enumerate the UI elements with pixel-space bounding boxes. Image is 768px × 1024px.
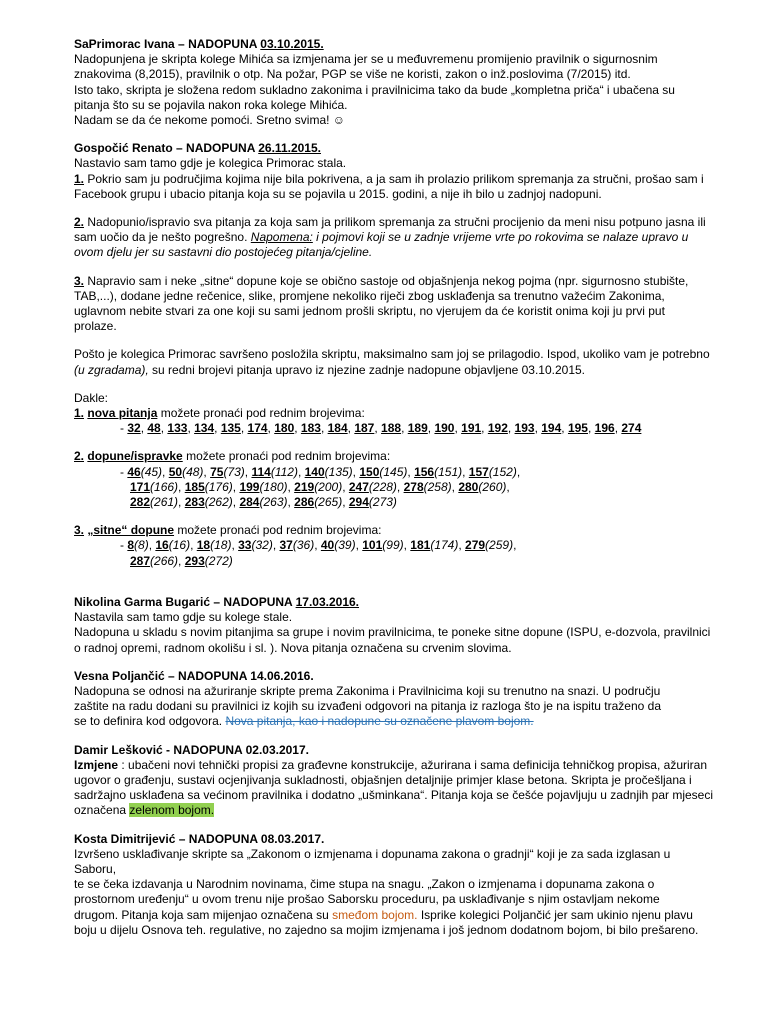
- number-list: [74, 421, 714, 436]
- question-number: 184: [327, 421, 348, 436]
- number-list: [74, 538, 714, 553]
- old-number: (180): [259, 479, 288, 494]
- text-line: Nadopuna se odnosi na ažuriranje skripte prema Zakonima i Pravilnicima koji su trenutno na snazi. U području: [74, 683, 661, 698]
- update-date: 17.03.2016.: [295, 594, 360, 609]
- number-group: 46(45), 50(48), 75(73), 114(112), 140(135), 150(145), 156(151), 157(152),: [127, 464, 521, 479]
- text-span: se to definira kod odgovora.: [74, 714, 226, 729]
- dash: -: [120, 421, 128, 436]
- section-primorac: [74, 37, 714, 128]
- number-group: 171(166), 185(176), 199(180), 219(200), 247(228), 278(258), 280(260),: [130, 479, 510, 494]
- question-number: 274: [621, 421, 642, 436]
- question-number: 156: [414, 464, 435, 479]
- text-span: Nadopunio/ispravio sva pitanja za koja sam ja prilikom spremanja za stručni procijenio da meni nisu potpuno jasna ili: [84, 215, 706, 230]
- author-name: Nikolina Garma Bugarić – NADOPUNA: [74, 594, 296, 609]
- text-line: boju u dijelu Osnova teh. regulative, no zajedno sa mojim izmjenama i još jednom dodatnom bojom, bi bilo prešareno.: [74, 922, 699, 937]
- question-number: 282: [130, 495, 151, 510]
- question-number: 171: [130, 479, 151, 494]
- text-line: zaštite na radu dodani su pravilnici iz kojih su izvađeni odgovori na pitanja iz razloga što je na ispitu traženo da: [74, 699, 662, 714]
- text-line: [74, 363, 714, 378]
- section-heading: Kosta Dimitrijević – NADOPUNA 08.03.2017.: [74, 831, 325, 846]
- old-number: (112): [270, 464, 298, 479]
- text-line: Nadopuna u skladu s novim pitanjima sa grupe i novim pravilnicima, te poneke sitne dopune (ISPU, e-dozvola, pravilnici: [74, 625, 711, 640]
- update-date: 26.11.2015.: [258, 141, 321, 156]
- question-number: 48: [147, 421, 161, 436]
- question-number: 150: [359, 464, 380, 479]
- text-span: Isprike kolegici Poljančić jer sam ukinio njenu plavu: [417, 907, 693, 922]
- text-line: [74, 274, 714, 289]
- list-heading: [74, 406, 714, 421]
- section-gospocic: [74, 141, 714, 569]
- question-number: 283: [184, 495, 205, 510]
- question-number: 185: [184, 479, 205, 494]
- question-number: 46: [127, 464, 141, 479]
- changes-label: Izmjene: [74, 757, 119, 772]
- brown-note: smeđom bojom.: [332, 907, 418, 922]
- text-line: znakovima (8,2015), pravilnik o otp. Na požar, PGP se više ne koristi, zakon o inž.poslovima (7/2015) itd.: [74, 67, 631, 82]
- question-number: 279: [465, 538, 486, 553]
- question-number: 284: [239, 495, 260, 510]
- list-heading: [74, 523, 714, 538]
- old-number: (174): [430, 538, 459, 553]
- text-span: Pokrio sam ju područjima kojima nije bila pokrivena, a ja sam ih prolazio prilikom spremanja za stručni, prošao sam i: [84, 171, 704, 186]
- question-number: 114: [251, 464, 271, 479]
- list-title: nova pitanja: [87, 406, 158, 421]
- text-span: su redni brojevi pitanja upravo iz njezine zadnje nadopune objavljene 03.10.2015.: [148, 362, 586, 377]
- point-number: 1.: [74, 406, 85, 421]
- dash: -: [120, 464, 128, 479]
- text-line: [74, 215, 714, 230]
- text-line: uglavnom nebite stvari za one koji su sami jednom prošli skriptu, no vjerujem da će koristit onima koji ju prvi put: [74, 304, 665, 319]
- point-number: 2.: [74, 449, 85, 464]
- old-number: (273): [368, 495, 397, 510]
- text-line: Facebook grupu i ubacio pitanja koja su se pojavila u 2015. godini, a nije ih bilo u zadnjoj nadopuni.: [74, 186, 602, 201]
- question-number: 190: [434, 421, 455, 436]
- question-number: 278: [403, 479, 424, 494]
- old-number: (176): [204, 479, 233, 494]
- update-date: 03.10.2015.: [260, 37, 324, 51]
- old-number: (166): [150, 479, 179, 494]
- number-group: 32, 48, 133, 134, 135, 174, 180, 183, 184, 187, 188, 189, 190, 191, 192, 193, 194, 195, 196, 274: [127, 421, 642, 436]
- number-group: 282(261), 283(262), 284(263), 286(265), 294(273): [130, 495, 397, 510]
- old-number: (32): [251, 538, 273, 553]
- question-number: 194: [541, 421, 562, 436]
- old-number: (259): [485, 538, 514, 553]
- old-number: (262): [204, 495, 233, 510]
- section-dimitrijevic: [74, 832, 714, 938]
- question-number: 193: [514, 421, 535, 436]
- point-number: 3.: [74, 523, 85, 538]
- question-number: 16: [155, 538, 169, 553]
- text-line: prolaze.: [74, 319, 117, 334]
- old-number: (145): [379, 464, 408, 479]
- question-number: 199: [239, 479, 260, 494]
- old-number: (265): [314, 495, 343, 510]
- text-line: Isto tako, skripta je složena redom sukladno zakonima i pravilnicima tako da bude „kompletna priča“ i ubačena su: [74, 82, 675, 97]
- section-garma-bugaric: [74, 595, 714, 656]
- list-title: dopune/ispravke: [87, 449, 183, 464]
- old-number: (260): [478, 479, 507, 494]
- green-highlight: zelenom bojom.: [129, 803, 215, 818]
- text-line: Pošto je kolegica Primorac savršeno posložila skriptu, maksimalno sam joj se prilagodio. Ispod, ukoliko vam je potrebno: [74, 347, 710, 362]
- list-title: „sitne“ dopune: [87, 523, 175, 538]
- old-number: (8): [134, 538, 149, 553]
- question-number: 188: [381, 421, 402, 436]
- text-line: [74, 758, 714, 773]
- question-number: 196: [594, 421, 615, 436]
- text-line: Izvršeno usklađivanje skripte sa „Zakonom o izmjenama i dopunama zakona o gradnji“ koji je za sada izglasan u Saboru,: [74, 846, 671, 876]
- question-number: 189: [407, 421, 428, 436]
- section-heading: Damir Lešković - NADOPUNA 02.03.2017.: [74, 742, 309, 757]
- number-group: 8(8), 16(16), 18(18), 33(32), 37(36), 40(39), 101(99), 181(174), 279(259),: [127, 538, 517, 553]
- author-name: SaPrimorac Ivana – NADOPUNA: [74, 37, 261, 51]
- question-number: 219: [294, 479, 315, 494]
- old-number: (135): [324, 464, 353, 479]
- question-number: 174: [247, 421, 268, 436]
- text-span: : ubačeni novi tehnički propisi za građevne konstrukcije, ažurirana i sama definicija tehničkog propisa, ažuriran: [118, 757, 707, 772]
- question-number: 157: [468, 464, 489, 479]
- old-number: (73): [223, 464, 245, 479]
- section-heading: [74, 595, 714, 610]
- question-number: 287: [130, 553, 151, 568]
- note-text: ovom djelu jer su sastavni dio postojećeg pitanja/cjeline.: [74, 245, 373, 260]
- old-number: (258): [423, 479, 452, 494]
- text-line: [74, 908, 714, 923]
- old-number: (228): [368, 479, 397, 494]
- old-number: (39): [334, 538, 356, 553]
- text-line: [74, 172, 714, 187]
- note-label: Napomena:: [250, 230, 313, 245]
- text-line: prostornom uređenju“ u ovom trenu nije prošao Saborsku proceduru, pa usklađivanje s njim ostavljam nekome: [74, 892, 660, 907]
- text-span: Napravio sam i neke „sitne“ dopune koje se obično sastoje od objašnjenja nekog pojma (npr. sigurnosno stubište,: [84, 273, 689, 288]
- question-number: 40: [320, 538, 335, 553]
- text-span: možete pronaći pod rednim brojevima:: [174, 523, 382, 538]
- text-line: [74, 714, 714, 729]
- text-line: [74, 803, 714, 818]
- question-number: 32: [127, 421, 141, 436]
- question-number: 18: [196, 538, 211, 553]
- question-number: 140: [304, 464, 325, 479]
- section-heading: Vesna Poljančić – NADOPUNA 14.06.2016.: [74, 668, 314, 683]
- text-line: Nadam se da će nekome pomoći. Sretno svima! ☺: [74, 113, 346, 128]
- question-number: 133: [167, 421, 188, 436]
- old-number: (99): [382, 538, 404, 553]
- text-line: te se čeka izdavanja u Narodnim novinama, čime stupa na snagu. „Zakon o izmjenama i dopunama zakona o: [74, 877, 655, 892]
- text-line: Dakle:: [74, 390, 109, 405]
- question-number: 8: [127, 538, 135, 553]
- point-number: 3.: [74, 273, 85, 288]
- document-page: [74, 37, 714, 951]
- question-number: 293: [184, 553, 205, 568]
- text-line: pitanja što su se pojavila nakon roka kolege Mihića.: [74, 97, 348, 112]
- number-list: [74, 480, 714, 495]
- author-name: Gospočić Renato – NADOPUNA: [74, 141, 259, 156]
- old-number: (36): [292, 538, 315, 553]
- text-line: sadržajno usklađena sa većinom pravilnika i dodatno „ušminkana“. Pitanja koja se češće pojavljuju u zadnjih par mjeseci: [74, 788, 714, 803]
- text-span: možete pronaći pod rednim brojevima:: [182, 449, 391, 464]
- question-number: 286: [294, 495, 315, 510]
- note-text: i pojmovi koji se u zadnje vrijeme vrte po rokovima se nalaze upravo u: [312, 230, 689, 245]
- number-list: [74, 554, 714, 569]
- question-number: 183: [300, 421, 321, 436]
- question-number: 33: [238, 538, 252, 553]
- number-list: [74, 495, 714, 510]
- old-number: (152): [488, 464, 517, 479]
- text-span: možete pronaći pod rednim brojevima:: [157, 406, 365, 421]
- question-number: 135: [220, 421, 241, 436]
- question-number: 134: [194, 421, 215, 436]
- question-number: 280: [458, 479, 479, 494]
- old-number: (45): [140, 464, 163, 479]
- section-poljancic: [74, 669, 714, 730]
- question-number: 50: [168, 464, 183, 479]
- text-line: [74, 230, 714, 245]
- old-number: (18): [210, 538, 232, 553]
- old-number: (200): [314, 479, 343, 494]
- list-heading: [74, 449, 714, 464]
- old-number: (151): [434, 464, 463, 479]
- question-number: 75: [210, 464, 224, 479]
- section-leskovic: [74, 743, 714, 819]
- text-line: TAB,...), dodane jedne rečenice, slike, promjene nekoliko riječi zbog usklađenja sa trenutno važećim Zakonima,: [74, 288, 665, 303]
- old-number: (261): [150, 495, 179, 510]
- number-group: 287(266), 293(272): [130, 553, 233, 568]
- old-number: (272): [204, 553, 233, 568]
- question-number: 294: [348, 495, 369, 510]
- question-number: 195: [567, 421, 588, 436]
- dash: -: [120, 538, 128, 553]
- old-number: (16): [168, 538, 191, 553]
- old-number: (266): [150, 553, 179, 568]
- section-heading: [74, 141, 714, 156]
- question-number: 181: [410, 538, 431, 553]
- text-span: (u zgradama),: [74, 362, 149, 377]
- text-span: označena: [74, 803, 130, 818]
- text-line: Nastavio sam tamo gdje je kolegica Primorac stala.: [74, 156, 347, 171]
- question-number: 192: [487, 421, 508, 436]
- question-number: 187: [354, 421, 375, 436]
- question-number: 247: [348, 479, 369, 494]
- text-span: sam uočio da je nešto pogrešno.: [74, 230, 251, 245]
- question-number: 191: [461, 421, 482, 436]
- old-number: (48): [182, 464, 204, 479]
- text-line: o radnoj opremi, radnom okolišu i sl. ). Nova pitanja označena su crvenim slovima.: [74, 640, 512, 655]
- number-list: [74, 465, 714, 480]
- text-line: Nastavila sam tamo gdje su kolege stale.: [74, 610, 293, 625]
- question-number: 180: [274, 421, 295, 436]
- blue-note: Nova pitanja, kao i nadopune su označene plavom bojom.: [225, 714, 534, 729]
- point-number: 1.: [74, 171, 85, 186]
- question-number: 101: [362, 538, 383, 553]
- section-heading: [74, 37, 714, 52]
- old-number: (263): [259, 495, 288, 510]
- question-number: 37: [279, 538, 293, 553]
- text-line: ugovor o građenju, sustavi ocjenjivanja sukladnosti, objašnjen detaljnije primjer klase betona. Skripta je pročešljana i: [74, 772, 692, 787]
- text-line: Nadopunjena je skripta kolege Mihića sa izmjenama jer se u međuvremenu promijenio pravilnik o sigurnosnim: [74, 52, 658, 67]
- text-span: drugom. Pitanja koja sam mijenjao označena su: [74, 907, 333, 922]
- point-number: 2.: [74, 215, 85, 230]
